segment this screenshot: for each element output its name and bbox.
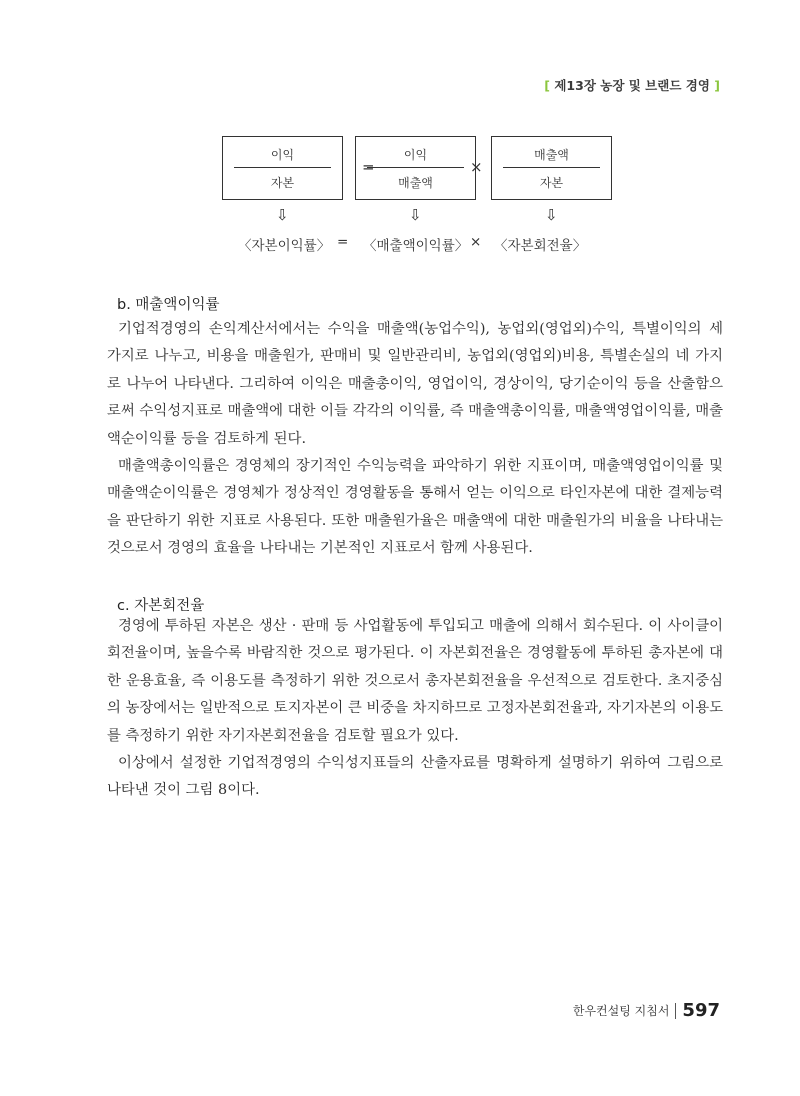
footer-divider: [675, 1003, 676, 1019]
fraction-box-profit-capital: [222, 136, 343, 200]
fraction-numerator: 이익: [403, 148, 428, 162]
section-heading-c: c. 자본회전율: [117, 598, 205, 614]
chapter-title: 제13장 농장 및 브랜드 경영: [554, 78, 710, 93]
label-profit-margin: 〈매출액이익률〉: [363, 238, 469, 254]
fraction-bar: [503, 167, 600, 168]
fraction-box-profit-sales: [355, 136, 476, 200]
running-header: [544, 76, 720, 94]
header-bracket-close: ]: [714, 78, 720, 93]
times-sign: ×: [470, 234, 482, 250]
fraction-numerator: 매출액: [534, 148, 569, 162]
page-footer: [573, 1000, 720, 1021]
fraction-bar: [234, 167, 331, 168]
equals-sign: =: [362, 158, 375, 176]
paragraph-b-2: 매출액총이익률은 경영체의 장기적인 수익능력을 파악하기 위한 지표이며, 매출액영업이익률 및 매출액순이익률은 경영체가 정상적인 경영활동을 통해서 얻는 이익으로 타인자본에 대한 결제능력을 판단하기 위한 지표로 사용된다. 또한 매출원가율은 매출액에 대한 매출원가의 비율을 나타내는 것으로서 경영의 효율을 나타내는 기본적인 지표로서 함께 사용된다.: [107, 458, 723, 557]
fraction-numerator: 이익: [270, 148, 295, 162]
header-bracket-open: [: [544, 78, 550, 93]
fraction-denominator: 매출액: [398, 176, 433, 190]
times-sign: ×: [470, 158, 483, 176]
fraction-bar: [367, 167, 464, 168]
section-heading-b: b. 매출액이익률: [117, 297, 220, 313]
fraction-box-sales-capital: [491, 136, 612, 200]
paragraph-c-2: 이상에서 설정한 기업적경영의 수익성지표들의 산출자료를 명확하게 설명하기 위하여 그림으로 나타낸 것이 그림 8이다.: [107, 755, 723, 799]
down-arrow-icon: ⇩: [409, 206, 422, 224]
ratio-formula-diagram: [0, 136, 800, 266]
down-arrow-icon: ⇩: [276, 206, 289, 224]
label-capital-turnover: 〈자본회전율〉: [494, 238, 587, 254]
page-number: 597: [682, 1000, 720, 1021]
down-arrow-icon: ⇩: [545, 206, 558, 224]
label-return-on-capital: 〈자본이익률〉: [238, 238, 331, 254]
book-title: 한우컨설팅 지침서: [572, 1004, 670, 1018]
paragraph-c-1: 경영에 투하된 자본은 생산 · 판매 등 사업활동에 투입되고 매출에 의해서 회수된다. 이 사이클이 회전율이며, 높을수록 바람직한 것으로 평가된다. 이 자본회전율은 경영활동에 투하된 총자본에 대한 운용효율, 즉 이용도를 측정하기 위한 것으로서 총자본회전율을 우선적으로 검토한다. 초지중심의 농장에서는 일반적으로 토지자본이 큰 비중을 차지하므로 고정자본회전율과, 자기자본의 이용도를 측정하기 위한 자기자본회전율을 검토할 필요가 있다.: [107, 618, 723, 744]
fraction-denominator: 자본: [270, 176, 295, 190]
equals-sign: =: [337, 234, 349, 250]
paragraph-b-1: 기업적경영의 손익계산서에서는 수익을 매출액(농업수익), 농업외(영업외)수익, 특별이익의 세 가지로 나누고, 비용을 매출원가, 판매비 및 일반관리비, 농업외(영업외)비용, 특별손실의 네 가지로 나누어 나타낸다. 그리하여 이익은 매출총이익, 영업이익, 경상이익, 당기순이익 등을 산출함으로써 수익성지표로 매출액에 대한 이들 각각의 이익률, 즉 매출액총이익률, 매출액영업이익률, 매출액순이익률 등을 검토하게 된다.: [107, 321, 723, 447]
fraction-denominator: 자본: [539, 176, 564, 190]
